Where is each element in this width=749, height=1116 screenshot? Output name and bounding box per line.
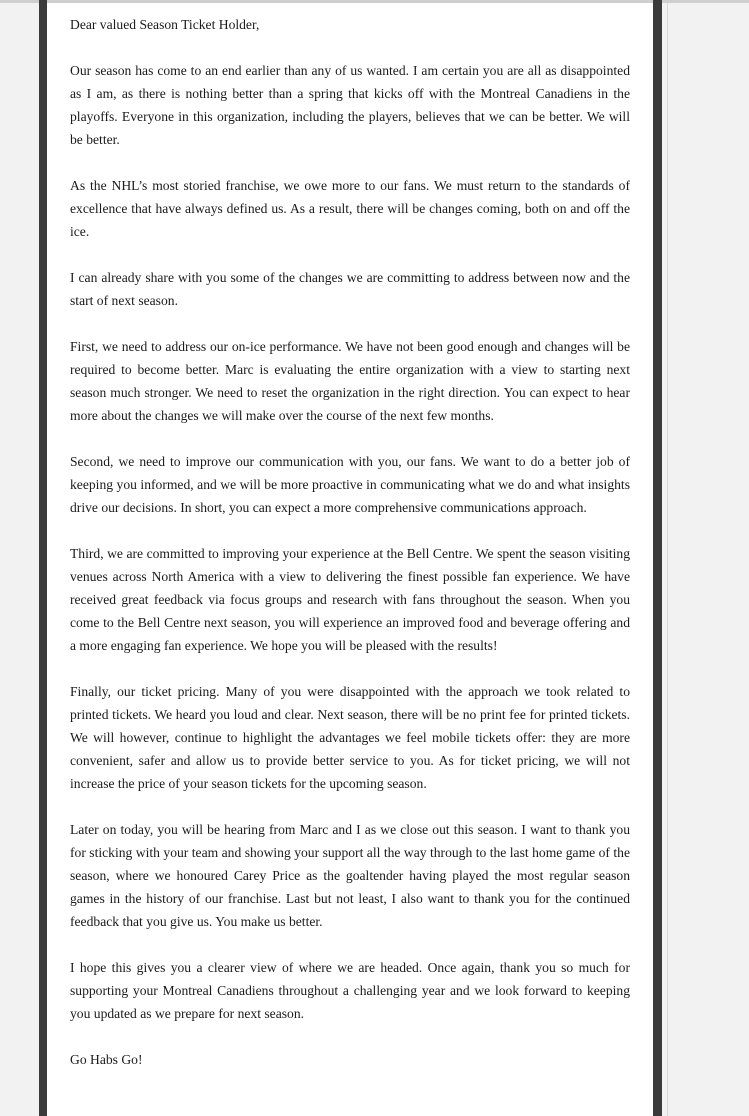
left-margin <box>0 3 39 1116</box>
letter-body <box>70 13 630 1094</box>
salutation: Dear valued Season Ticket Holder, <box>70 17 260 32</box>
paragraph-season-end: Our season has come to an end earlier than any of us wanted. I am certain you are all as disappointed as I am, as there is nothing better than a spring that kicks off with the Montreal Canadiens in the playoffs. Everyone in this organization, including the players, believes that we can be better. We will be better. <box>70 63 630 147</box>
right-page-border <box>653 0 662 1116</box>
closing: Go Habs Go! <box>70 1052 143 1067</box>
right-margin <box>667 3 749 1116</box>
left-page-border <box>39 0 47 1116</box>
paragraph-ticket-pricing: Finally, our ticket pricing. Many of you were disappointed with the approach we took related to printed tickets. We heard you loud and clear. Next season, there will be no print fee for printed tickets. We will however, continue to highlight the advantages we feel mobile tickets offer: they are more convenient, safer and allow us to provide better service to you. As for ticket pricing, we will not increase the price of your season tickets for the upcoming season. <box>70 684 630 791</box>
paragraph-communication: Second, we need to improve our communication with you, our fans. We want to do a better job of keeping you informed, and we will be more proactive in communicating what we do and what insights drive our decisions. In short, you can expect a more comprehensive communications approach. <box>70 454 630 515</box>
paragraph-fan-experience: Third, we are committed to improving your experience at the Bell Centre. We spent the season visiting venues across North America with a view to delivering the finest possible fan experience. We have received great feedback via focus groups and research with fans throughout the season. When you come to the Bell Centre next season, you will experience an improved food and beverage offering and a more engaging fan experience. We hope you will be pleased with the results! <box>70 546 630 653</box>
paragraph-outlook: I hope this gives you a clearer view of where we are headed. Once again, thank you so much for supporting your Montreal Canadiens throughout a challenging year and we look forward to keeping you updated as we prepare for next season. <box>70 960 630 1021</box>
paragraph-on-ice-performance: First, we need to address our on-ice performance. We have not been good enough and changes will be required to become better. Marc is evaluating the entire organization with a view to starting next season much stronger. We need to reset the organization in the right direction. You can expect to hear more about the changes we will make over the course of the next few months. <box>70 339 630 423</box>
paragraph-storied-franchise: As the NHL’s most storied franchise, we owe more to our fans. We must return to the standards of excellence that have always defined us. As a result, there will be changes coming, both on and off the ice. <box>70 178 630 239</box>
paragraph-changes-intro: I can already share with you some of the changes we are committing to address between now and the start of next season. <box>70 270 630 308</box>
paragraph-thank-you: Later on today, you will be hearing from Marc and I as we close out this season. I want to thank you for sticking with your team and showing your support all the way through to the last home game of the season, where we honoured Carey Price as the goaltender having played the most regular season games in the history of our franchise. Last but not least, I also want to thank you for the continued feedback that you give us. You make us better. <box>70 822 630 929</box>
